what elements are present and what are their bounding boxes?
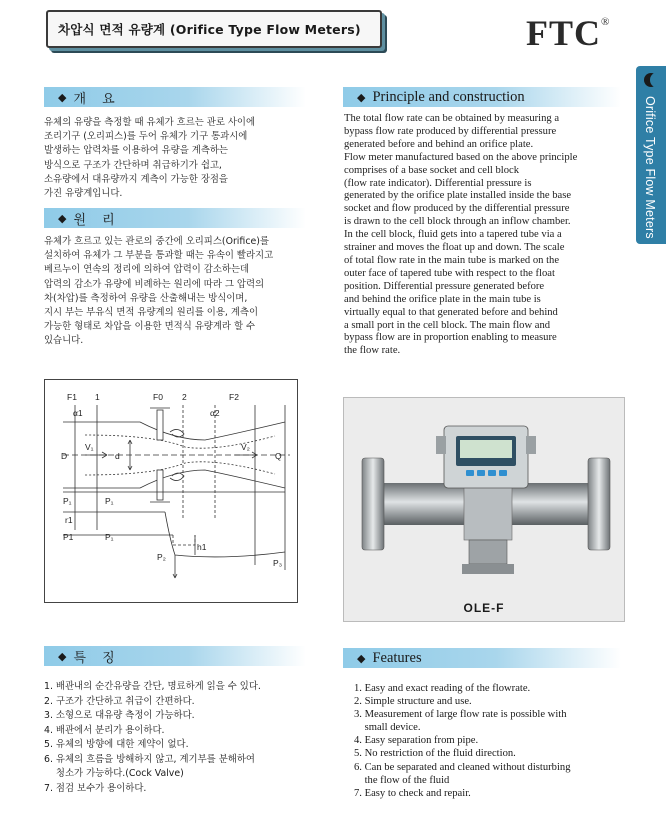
label-D: D (61, 451, 68, 461)
diamond-bullet-icon: ◆ (58, 649, 67, 663)
list-item: 1. Easy and exact reading of the flowrate. (354, 683, 531, 694)
document-title: 차압식 면적 유량계 (Orifice Type Flow Meters) (58, 22, 361, 37)
text-line: bypass flow are in proportion enabling to measure (344, 332, 557, 344)
label-F2: F2 (229, 392, 239, 402)
orifice-diagram-svg (45, 380, 297, 602)
text-line: a small port in the cell block. The main flow and (344, 319, 551, 331)
label-V2: V₂ (241, 442, 250, 452)
principle-en-text (344, 113, 630, 358)
text-line: (flow rate indicator). Differential pressure is (344, 177, 532, 189)
label-2: 2 (182, 392, 187, 402)
registered-mark: ® (601, 16, 611, 28)
label-1: 1 (95, 392, 100, 402)
text-line: 있습니다. (44, 335, 84, 347)
text-line: 소유량에서 대유량까지 계측이 가능한 장점을 (44, 173, 228, 185)
overview-heading-bar (44, 87, 306, 107)
text-line: 조리기구 (오리피스)를 두어 유체가 기구 통과시에 (44, 131, 248, 143)
side-tab (636, 66, 666, 244)
list-item: 1. 배관내의 순간유량을 간단, 명료하게 읽을 수 있다. (44, 681, 261, 692)
text-line: 차(차압)를 측정하여 유량을 산출해내는 방식이며, (44, 292, 248, 304)
features-en-heading: Features (372, 649, 422, 666)
text-line: Flow meter manufactured based on the above principle (344, 151, 578, 163)
label-F0: F0 (153, 392, 163, 402)
features-ko-heading: 특 징 (73, 650, 121, 666)
label-h1: h1 (197, 542, 207, 552)
text-line: generated by the orifice plate installed inside the base (344, 190, 572, 202)
label-a1: α1 (73, 408, 83, 418)
list-item: 6. Can be separated and cleaned without disturbing (354, 761, 571, 773)
text-line: generated before and behind an orifice plate. (344, 138, 534, 150)
text-line: 가진 유량계입니다. (44, 188, 123, 200)
text-line: socket and flow produced by the differential pressure (344, 203, 570, 215)
features-en-heading-bar (343, 648, 621, 668)
list-item: 7. 점검 보수가 용이하다. (44, 782, 147, 794)
text-line: 가능한 형태로 차압을 이용한 면적식 유량계라 할 수 (44, 321, 256, 333)
list-item: 5. 유체의 방향에 대한 제약이 없다. (44, 739, 189, 750)
label-d: d (115, 451, 120, 461)
text-line: 설치하여 유체가 그 부분을 통과할 때는 유속이 빨라지고 (44, 250, 274, 262)
logo-text: FTC (526, 13, 601, 53)
text-line: position. Differential pressure generated before (344, 280, 545, 292)
orifice-principle-diagram (44, 379, 298, 603)
features-ko-list (44, 680, 261, 796)
label-P2: P₂ (157, 552, 166, 562)
text-line: 지시 부는 부유식 면적 유량계의 원리를 이용, 계측이 (44, 307, 259, 319)
list-item: 3. 소형으로 대유량 측정이 가능하다. (44, 710, 195, 721)
label-V1: V₁ (85, 442, 94, 452)
label-P1a: P₁ (63, 496, 72, 506)
list-item: 2. Simple structure and use. (354, 696, 472, 708)
label-r1: r1 (65, 515, 73, 525)
text-line: 방식으로 구조가 간단하며 취급하기가 쉽고, (44, 159, 222, 171)
overview-heading: 개 요 (73, 91, 121, 107)
text-line: outer face of tapered tube with respect to the float (344, 267, 555, 279)
principle-ko-heading-bar (44, 208, 306, 228)
features-en-list (354, 682, 571, 800)
text-line: 발생하는 압력차를 이용하여 유량을 계측하는 (44, 145, 228, 157)
diamond-bullet-icon: ◆ (357, 90, 366, 104)
list-item: small device. (354, 722, 421, 734)
document-title-box (46, 10, 382, 48)
product-model-caption: OLE-F (463, 601, 505, 615)
label-Q: Q (275, 451, 282, 461)
side-tab-label: Orifice Type Flow Meters (643, 96, 657, 239)
text-line: virtually equal to that generated before and behind (344, 306, 558, 318)
text-line: bypass flow rate produced by differential pressure (344, 125, 557, 137)
label-F1: F1 (67, 392, 77, 402)
list-item: 7. Easy to check and repair. (354, 787, 471, 799)
overview-text (44, 116, 314, 201)
principle-en-heading: Principle and construction (372, 88, 525, 105)
list-item: 5. No restriction of the fluid direction. (354, 748, 516, 760)
text-line: and behind the orifice plate in the main tube is (344, 293, 541, 305)
text-line: of total flow rate in the main tube is marked on the (344, 254, 560, 266)
text-line: 베르누이 연속의 정리에 의하여 압력이 감소하는데 (44, 264, 250, 276)
label-P1d: P₁ (105, 532, 114, 542)
list-item: 6. 유체의 흐름을 방해하지 않고, 계기부를 분해하여 (44, 753, 255, 765)
text-line: 유체의 유량을 측정할 때 유체가 흐르는 관로 사이에 (44, 117, 256, 128)
features-ko-heading-bar (44, 646, 306, 666)
flow-meter-illustration (344, 398, 624, 598)
text-line: 유체가 흐르고 있는 관로의 중간에 오리피스(Orifice)를 (44, 236, 269, 247)
list-item: 4. Easy separation from pipe. (354, 735, 479, 747)
product-photo (343, 397, 625, 622)
text-line: is drawn to the cell block through an inflow chamber. (344, 216, 571, 228)
list-item: 3. Measurement of large flow rate is possible with (354, 709, 567, 721)
ftc-logo (526, 12, 610, 54)
text-line: the flow rate. (344, 345, 401, 357)
list-item: 4. 배관에서 분리가 용이하다. (44, 724, 165, 736)
text-line: In the cell block, fluid gets into a tapered tube via a (344, 229, 562, 241)
diamond-bullet-icon: ◆ (58, 90, 67, 104)
list-item: 청소가 가능하다.(Cock Valve) (44, 768, 184, 779)
label-a2: α2 (210, 408, 220, 418)
list-item: 2. 구조가 간단하고 취급이 간편하다. (44, 695, 195, 707)
text-line: strainer and moves the float up and down. The scale (344, 242, 565, 254)
crescent-icon (644, 73, 658, 87)
text-line: The total flow rate can be obtained by measuring a (344, 113, 560, 124)
diamond-bullet-icon: ◆ (58, 211, 67, 225)
principle-ko-text (44, 235, 324, 349)
label-P1c: P1 (63, 532, 74, 542)
diamond-bullet-icon: ◆ (357, 651, 366, 665)
principle-ko-heading: 원 리 (73, 212, 121, 228)
label-P1b: P₁ (105, 496, 114, 506)
text-line: comprises of a base socket and cell block (344, 164, 520, 176)
label-P3: P₃ (273, 558, 283, 568)
list-item: the flow of the fluid (354, 774, 450, 786)
text-line: 압력의 감소가 유량에 비례하는 원리에 따라 그 압력의 (44, 278, 265, 290)
principle-en-heading-bar (343, 87, 621, 107)
